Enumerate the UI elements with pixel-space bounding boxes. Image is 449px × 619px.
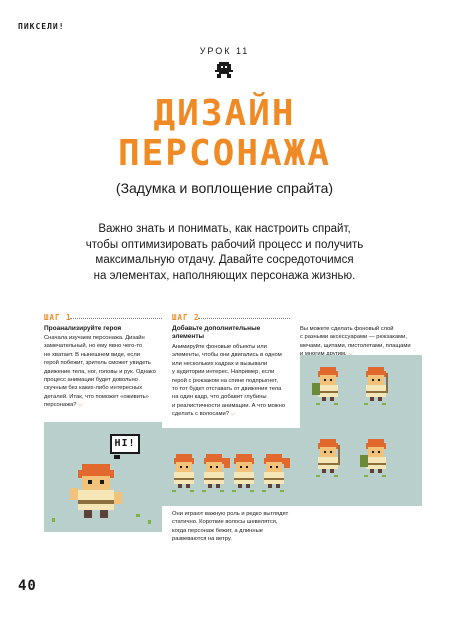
text-line: персонажа? ⌵ (44, 402, 83, 409)
pixel-character-sprite (312, 367, 338, 405)
text-line: Вы можете сделать фоновый слой (300, 326, 394, 332)
step-3-illustration (300, 355, 422, 505)
text-line: герой с рюкзаком на спине подпрыгнет, (172, 377, 278, 384)
text-line: движение тела, ног, головы и рук. Однако (44, 368, 156, 375)
text-line: то тот будет отставать от движения тела (172, 386, 282, 393)
text-line: замечательный, но ему явно чего-то (44, 343, 143, 350)
pixel-character-sprite (202, 454, 230, 492)
text-line: Они играют важную роль и редко выглядят (172, 511, 289, 517)
pixel-hero-sprite (66, 464, 126, 522)
chevron-down-icon: ⌵ (230, 411, 236, 418)
pixel-robot-icon (215, 62, 233, 78)
text-line: когда персонаж бежит, а длинные (172, 527, 263, 534)
intro-line: максимальную отдачу. Давайте сосредоточимся (95, 254, 354, 266)
brand-label: ПИКСЕЛИ! (18, 22, 65, 31)
text-line: статично. Короткие волосы шевелятся, (172, 519, 278, 526)
step-1-heading: Проанализируйте героя (44, 325, 122, 332)
chevron-down-icon: ⌵ (78, 402, 83, 409)
page-subtitle: (Задумка и воплощение спрайта) (115, 180, 334, 196)
step-2-text (172, 343, 290, 419)
intro-line: на элементах, наполняющих персонажа жизнью. (93, 269, 356, 282)
page-title-line-2: ПЕРСОНАЖА (117, 133, 332, 174)
text-line: герой побежит, зритель сможет увидеть (44, 360, 151, 367)
page-title-line-1: ДИЗАЙН (153, 93, 296, 134)
pixel-character-sprite (262, 454, 290, 492)
step-1-divider (70, 318, 162, 319)
text-line: элементы, чтобы они двигались в одном (172, 352, 282, 359)
heading-line: Добавьте дополнительные (172, 325, 261, 332)
text-line: и реалистичности анимации. А что можно (172, 402, 286, 409)
text-line: у аудитории интерес. Например, если (172, 369, 275, 376)
text-line: на один кадр, что добавит глубины (172, 394, 267, 401)
speech-text: HI! (114, 438, 136, 449)
lesson-label: УРОК 11 (199, 46, 250, 56)
heading-line: элементы (172, 333, 205, 340)
text-line: или нескольких кадрах и вызывали (172, 360, 268, 367)
step-1-label: ШАГ 1 (44, 313, 72, 322)
text-line: сделать с волосами? ⌵ (172, 411, 236, 418)
text-line: Сначала изучаем персонажа. Дизайн (44, 335, 145, 341)
text-line: не хватает. В нынешнем виде, если (44, 351, 140, 358)
pixel-character-sprite (316, 439, 340, 477)
text-line: процесс анимации будет довольно (44, 377, 138, 384)
step-2-divider (198, 318, 290, 319)
step-1-illustration (44, 422, 162, 532)
step-1-text (44, 334, 162, 410)
step-2-caption (172, 510, 290, 544)
step-2-label: ШАГ 2 (172, 313, 200, 322)
accessory-sprites (300, 355, 422, 505)
step-2-heading (172, 325, 260, 341)
text-line: с разными аксессуарами — рюкзаками, (300, 334, 408, 341)
text-line: Анимируйте фоновые объекты или (172, 344, 267, 350)
text-line: мечами, щитами, пистолетами, плащами (300, 342, 411, 349)
speech-bubble (110, 434, 140, 454)
text-line: скучным без каких-либо интересных (44, 385, 143, 392)
intro-line: Важно знать и понимать, как настроить спрайт, (98, 223, 351, 235)
text-line: деталей. Итак, что поможет «оживить» (44, 393, 149, 400)
pixel-character-sprite (364, 367, 388, 405)
intro-paragraph (70, 222, 379, 284)
intro-line: чтобы оптимизировать рабочий процесс и получить (85, 238, 364, 251)
text-line: развеваются на ветру. (172, 536, 232, 543)
pixel-character-sprite (172, 454, 194, 492)
pixel-character-sprite (360, 439, 386, 477)
page-number: 40 (18, 578, 37, 594)
step-3-text (300, 325, 420, 359)
pixel-character-sprite (232, 454, 254, 492)
